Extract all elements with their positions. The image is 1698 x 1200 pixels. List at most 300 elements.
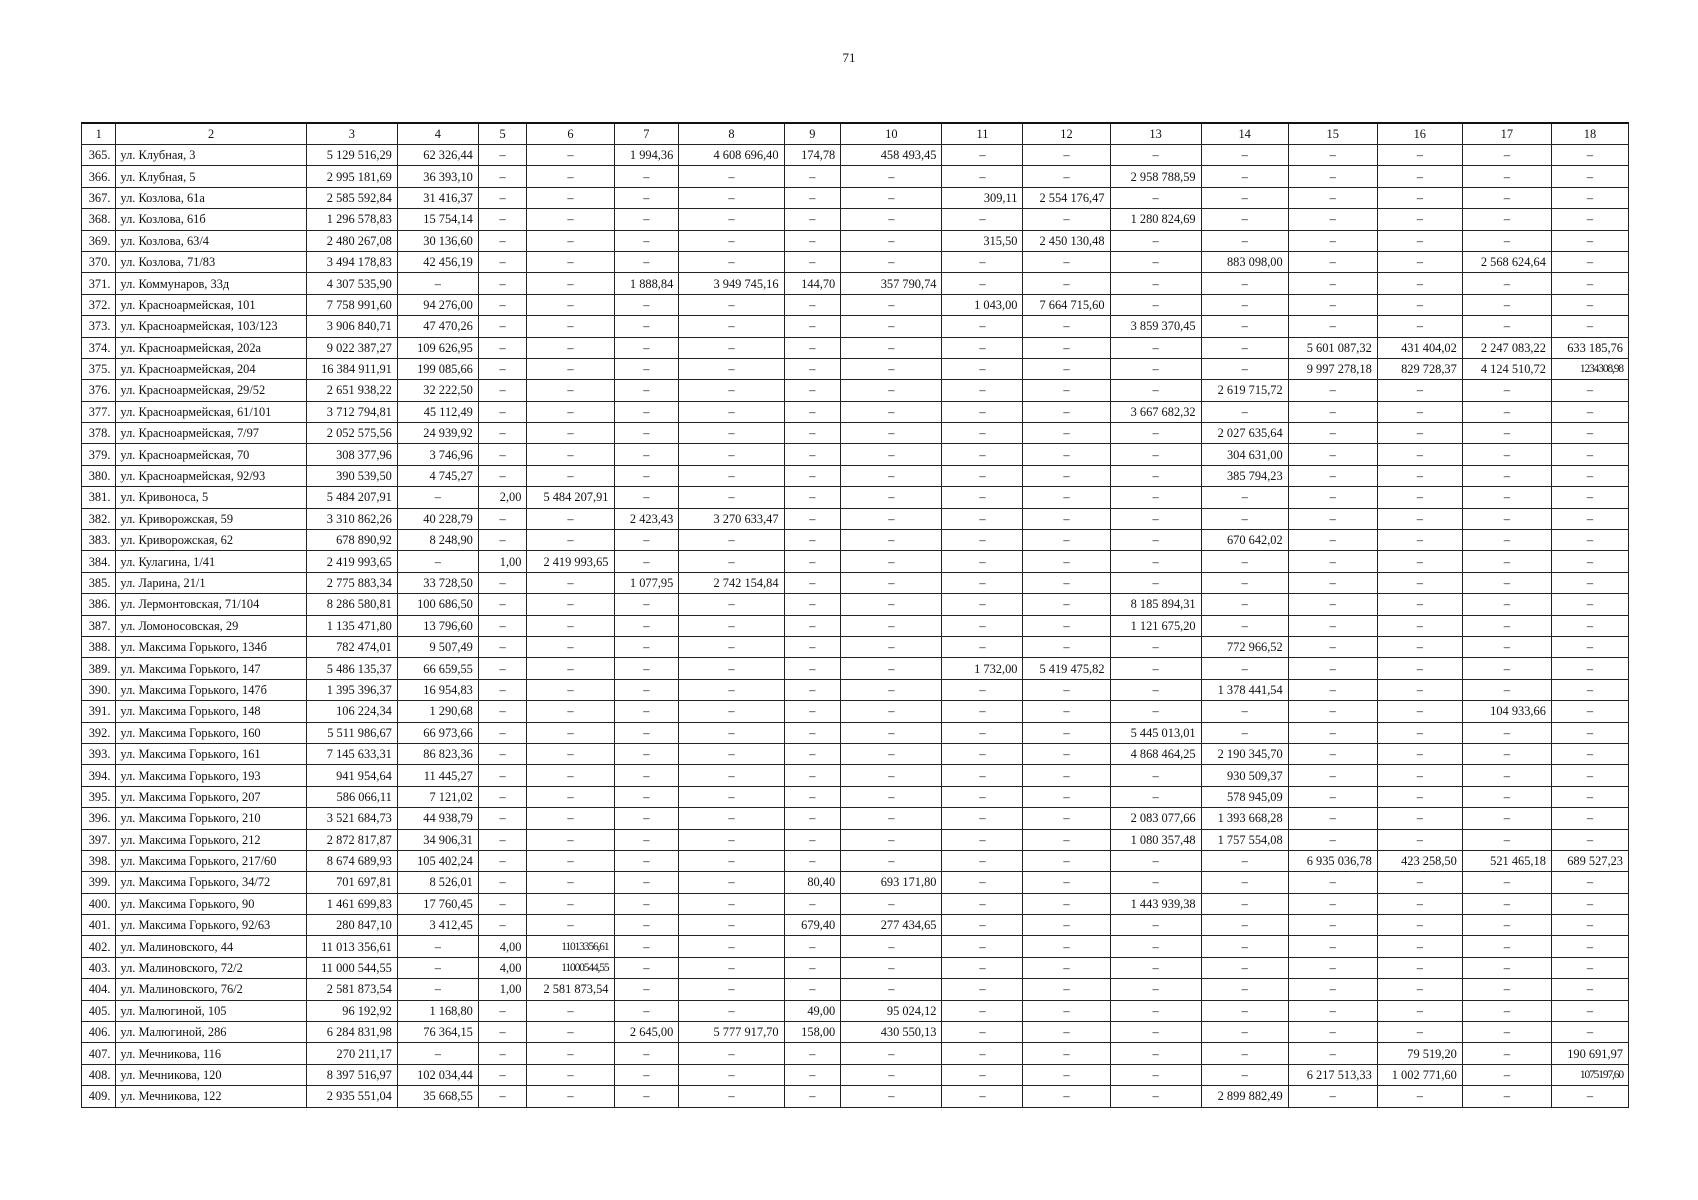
value-cell: – bbox=[614, 423, 679, 444]
value-cell: 1,00 bbox=[478, 979, 527, 1000]
value-cell: – bbox=[1288, 209, 1377, 230]
value-cell: 2 651 938,22 bbox=[306, 380, 397, 401]
value-cell: – bbox=[1377, 743, 1462, 764]
value-cell: – bbox=[478, 145, 527, 166]
value-cell: – bbox=[1377, 615, 1462, 636]
value-cell: – bbox=[1201, 936, 1288, 957]
value-cell: – bbox=[614, 893, 679, 914]
value-cell: – bbox=[527, 380, 614, 401]
table-row bbox=[82, 808, 1629, 829]
value-cell: – bbox=[1110, 1043, 1201, 1064]
value-cell: 941 954,64 bbox=[306, 765, 397, 786]
value-cell: – bbox=[478, 423, 527, 444]
value-cell: 95 024,12 bbox=[841, 1000, 942, 1021]
value-cell: – bbox=[478, 294, 527, 315]
value-cell: – bbox=[478, 872, 527, 893]
value-cell: – bbox=[1288, 273, 1377, 294]
value-cell: 36 393,10 bbox=[397, 166, 478, 187]
value-cell: – bbox=[942, 401, 1023, 422]
value-cell: – bbox=[1023, 423, 1110, 444]
value-cell: – bbox=[614, 1086, 679, 1107]
value-cell: – bbox=[1462, 915, 1551, 936]
value-cell: – bbox=[942, 508, 1023, 529]
value-cell: – bbox=[614, 658, 679, 679]
value-cell: – bbox=[1551, 230, 1628, 251]
value-cell: – bbox=[1110, 380, 1201, 401]
value-cell: – bbox=[1110, 1000, 1201, 1021]
value-cell: 521 465,18 bbox=[1462, 850, 1551, 871]
value-cell: – bbox=[942, 594, 1023, 615]
value-cell: 32 222,50 bbox=[397, 380, 478, 401]
value-cell: – bbox=[1023, 572, 1110, 593]
value-cell: 79 519,20 bbox=[1377, 1043, 1462, 1064]
value-cell: – bbox=[614, 850, 679, 871]
value-cell: – bbox=[1377, 316, 1462, 337]
value-cell: – bbox=[614, 829, 679, 850]
table-row bbox=[82, 465, 1629, 486]
row-number: 389. bbox=[82, 658, 116, 679]
value-cell: – bbox=[614, 444, 679, 465]
value-cell: 3 270 633,47 bbox=[679, 508, 784, 529]
value-cell: – bbox=[1377, 551, 1462, 572]
value-cell: – bbox=[1288, 1022, 1377, 1043]
row-number: 366. bbox=[82, 166, 116, 187]
value-cell: – bbox=[1462, 786, 1551, 807]
value-cell: – bbox=[527, 786, 614, 807]
value-cell: – bbox=[1288, 872, 1377, 893]
value-cell: – bbox=[1288, 572, 1377, 593]
value-cell: – bbox=[1551, 316, 1628, 337]
value-cell: – bbox=[841, 423, 942, 444]
table-row bbox=[82, 850, 1629, 871]
value-cell: – bbox=[784, 636, 841, 657]
value-cell: 5 445 013,01 bbox=[1110, 722, 1201, 743]
value-cell: – bbox=[784, 701, 841, 722]
value-cell: – bbox=[1288, 636, 1377, 657]
value-cell: 1 888,84 bbox=[614, 273, 679, 294]
value-cell: – bbox=[1377, 487, 1462, 508]
value-cell: – bbox=[784, 294, 841, 315]
value-cell: 2 423,43 bbox=[614, 508, 679, 529]
column-header-14: 14 bbox=[1201, 123, 1288, 145]
row-number: 385. bbox=[82, 572, 116, 593]
value-cell: – bbox=[1023, 1000, 1110, 1021]
value-cell: – bbox=[527, 187, 614, 208]
value-cell: – bbox=[614, 1000, 679, 1021]
value-cell: – bbox=[841, 508, 942, 529]
value-cell: – bbox=[1201, 230, 1288, 251]
value-cell: – bbox=[1551, 508, 1628, 529]
value-cell: 1 043,00 bbox=[942, 294, 1023, 315]
value-cell: – bbox=[614, 209, 679, 230]
value-cell: – bbox=[1551, 829, 1628, 850]
value-cell: – bbox=[1288, 508, 1377, 529]
value-cell: – bbox=[614, 316, 679, 337]
value-cell: – bbox=[1551, 273, 1628, 294]
value-cell: 5 777 917,70 bbox=[679, 1022, 784, 1043]
value-cell: – bbox=[1023, 273, 1110, 294]
value-cell: – bbox=[841, 658, 942, 679]
value-cell: 357 790,74 bbox=[841, 273, 942, 294]
value-cell: – bbox=[527, 294, 614, 315]
value-cell: – bbox=[1288, 444, 1377, 465]
address-cell: ул. Криворожская, 62 bbox=[116, 530, 306, 551]
value-cell: – bbox=[942, 316, 1023, 337]
value-cell: – bbox=[614, 337, 679, 358]
value-cell: 3 859 370,45 bbox=[1110, 316, 1201, 337]
value-cell: – bbox=[614, 808, 679, 829]
column-header-10: 10 bbox=[841, 123, 942, 145]
row-number: 394. bbox=[82, 765, 116, 786]
value-cell: – bbox=[478, 209, 527, 230]
row-number: 372. bbox=[82, 294, 116, 315]
value-cell: – bbox=[1288, 1043, 1377, 1064]
value-cell: 3 906 840,71 bbox=[306, 316, 397, 337]
value-cell: 16 384 911,91 bbox=[306, 358, 397, 379]
value-cell: – bbox=[614, 465, 679, 486]
address-cell: ул. Мечникова, 122 bbox=[116, 1086, 306, 1107]
value-cell: – bbox=[1023, 829, 1110, 850]
value-cell: – bbox=[1023, 145, 1110, 166]
value-cell: – bbox=[942, 979, 1023, 1000]
address-cell: ул. Малиновского, 44 bbox=[116, 936, 306, 957]
value-cell: – bbox=[527, 423, 614, 444]
value-cell: – bbox=[1462, 273, 1551, 294]
value-cell: – bbox=[1462, 594, 1551, 615]
value-cell: 1 732,00 bbox=[942, 658, 1023, 679]
value-cell: – bbox=[1288, 658, 1377, 679]
value-cell: – bbox=[1201, 209, 1288, 230]
value-cell: – bbox=[1551, 936, 1628, 957]
value-cell: 1 395 396,37 bbox=[306, 679, 397, 700]
address-cell: ул. Лермонтовская, 71/104 bbox=[116, 594, 306, 615]
value-cell: – bbox=[784, 615, 841, 636]
value-cell: 1 461 699,83 bbox=[306, 893, 397, 914]
value-cell: 11 013 356,61 bbox=[306, 936, 397, 957]
value-cell: – bbox=[679, 1043, 784, 1064]
value-cell: 3 521 684,73 bbox=[306, 808, 397, 829]
value-cell: – bbox=[1551, 808, 1628, 829]
value-cell: – bbox=[1201, 1043, 1288, 1064]
value-cell: – bbox=[1462, 444, 1551, 465]
value-cell: 6 284 831,98 bbox=[306, 1022, 397, 1043]
value-cell: – bbox=[784, 465, 841, 486]
value-cell: 1 290,68 bbox=[397, 701, 478, 722]
value-cell: 679,40 bbox=[784, 915, 841, 936]
value-cell: – bbox=[1288, 679, 1377, 700]
table-row bbox=[82, 701, 1629, 722]
value-cell: – bbox=[614, 701, 679, 722]
value-cell: – bbox=[1377, 423, 1462, 444]
value-cell: – bbox=[478, 337, 527, 358]
value-cell: 280 847,10 bbox=[306, 915, 397, 936]
value-cell: 5 601 087,32 bbox=[1288, 337, 1377, 358]
table-row bbox=[82, 423, 1629, 444]
value-cell: – bbox=[1023, 722, 1110, 743]
value-cell: – bbox=[614, 936, 679, 957]
value-cell: – bbox=[527, 850, 614, 871]
value-cell: – bbox=[1201, 615, 1288, 636]
value-cell: – bbox=[478, 166, 527, 187]
value-cell: – bbox=[527, 636, 614, 657]
value-cell: – bbox=[1201, 572, 1288, 593]
value-cell: 3 310 862,26 bbox=[306, 508, 397, 529]
address-cell: ул. Красноармейская, 29/52 bbox=[116, 380, 306, 401]
value-cell: – bbox=[1110, 786, 1201, 807]
value-cell: – bbox=[1377, 594, 1462, 615]
value-cell: – bbox=[1023, 337, 1110, 358]
value-cell: 66 659,55 bbox=[397, 658, 478, 679]
value-cell: – bbox=[1551, 380, 1628, 401]
value-cell: – bbox=[942, 808, 1023, 829]
value-cell: 11013356,61 bbox=[527, 936, 614, 957]
value-cell: – bbox=[397, 957, 478, 978]
value-cell: – bbox=[1023, 530, 1110, 551]
value-cell: – bbox=[841, 743, 942, 764]
value-cell: 11 445,27 bbox=[397, 765, 478, 786]
address-cell: ул. Максима Горького, 161 bbox=[116, 743, 306, 764]
value-cell: – bbox=[614, 872, 679, 893]
address-cell: ул. Красноармейская, 7/97 bbox=[116, 423, 306, 444]
value-cell: – bbox=[527, 872, 614, 893]
value-cell: – bbox=[679, 786, 784, 807]
value-cell: 2 645,00 bbox=[614, 1022, 679, 1043]
table-row bbox=[82, 636, 1629, 657]
address-cell: ул. Максима Горького, 210 bbox=[116, 808, 306, 829]
address-cell: ул. Максима Горького, 160 bbox=[116, 722, 306, 743]
value-cell: – bbox=[614, 251, 679, 272]
value-cell: – bbox=[1377, 915, 1462, 936]
value-cell: 670 642,02 bbox=[1201, 530, 1288, 551]
row-number: 406. bbox=[82, 1022, 116, 1043]
value-cell: – bbox=[784, 487, 841, 508]
table-row bbox=[82, 551, 1629, 572]
value-cell: 30 136,60 bbox=[397, 230, 478, 251]
value-cell: – bbox=[1110, 508, 1201, 529]
value-cell: 2,00 bbox=[478, 487, 527, 508]
value-cell: 2 742 154,84 bbox=[679, 572, 784, 593]
row-number: 404. bbox=[82, 979, 116, 1000]
row-number: 381. bbox=[82, 487, 116, 508]
row-number: 370. bbox=[82, 251, 116, 272]
value-cell: – bbox=[784, 893, 841, 914]
value-cell: – bbox=[614, 786, 679, 807]
row-number: 400. bbox=[82, 893, 116, 914]
value-cell: – bbox=[1201, 166, 1288, 187]
value-cell: – bbox=[1551, 679, 1628, 700]
value-cell: 1 757 554,08 bbox=[1201, 829, 1288, 850]
value-cell: 7 145 633,31 bbox=[306, 743, 397, 764]
value-cell: – bbox=[478, 508, 527, 529]
value-cell: 2 419 993,65 bbox=[527, 551, 614, 572]
value-cell: – bbox=[1377, 1022, 1462, 1043]
value-cell: – bbox=[614, 294, 679, 315]
value-cell: – bbox=[841, 487, 942, 508]
value-cell: – bbox=[1023, 615, 1110, 636]
value-cell: – bbox=[679, 615, 784, 636]
value-cell: – bbox=[679, 294, 784, 315]
value-cell: 174,78 bbox=[784, 145, 841, 166]
value-cell: 1 002 771,60 bbox=[1377, 1064, 1462, 1085]
value-cell: – bbox=[942, 380, 1023, 401]
value-cell: – bbox=[1288, 551, 1377, 572]
value-cell: 2 775 883,34 bbox=[306, 572, 397, 593]
value-cell: – bbox=[942, 615, 1023, 636]
value-cell: 2 419 993,65 bbox=[306, 551, 397, 572]
value-cell: – bbox=[679, 401, 784, 422]
value-cell: – bbox=[478, 615, 527, 636]
header-row bbox=[82, 123, 1629, 145]
table-row bbox=[82, 936, 1629, 957]
value-cell: – bbox=[1462, 658, 1551, 679]
value-cell: – bbox=[1201, 551, 1288, 572]
value-cell: – bbox=[1551, 423, 1628, 444]
value-cell: – bbox=[1462, 508, 1551, 529]
value-cell: – bbox=[1551, 957, 1628, 978]
value-cell: – bbox=[527, 358, 614, 379]
value-cell: – bbox=[1551, 722, 1628, 743]
value-cell: 7 121,02 bbox=[397, 786, 478, 807]
value-cell: – bbox=[1462, 829, 1551, 850]
value-cell: – bbox=[478, 380, 527, 401]
value-cell: – bbox=[614, 1064, 679, 1085]
value-cell: – bbox=[679, 979, 784, 1000]
row-number: 395. bbox=[82, 786, 116, 807]
value-cell: 49,00 bbox=[784, 1000, 841, 1021]
row-number: 378. bbox=[82, 423, 116, 444]
value-cell: – bbox=[527, 1043, 614, 1064]
value-cell: – bbox=[1201, 658, 1288, 679]
value-cell: – bbox=[1551, 743, 1628, 764]
value-cell: – bbox=[1201, 915, 1288, 936]
row-number: 405. bbox=[82, 1000, 116, 1021]
value-cell: – bbox=[1201, 1000, 1288, 1021]
value-cell: – bbox=[679, 209, 784, 230]
value-cell: – bbox=[1462, 765, 1551, 786]
value-cell: – bbox=[1462, 487, 1551, 508]
value-cell: – bbox=[1288, 230, 1377, 251]
value-cell: – bbox=[1201, 594, 1288, 615]
value-cell: 94 276,00 bbox=[397, 294, 478, 315]
value-cell: – bbox=[1462, 979, 1551, 1000]
value-cell: – bbox=[1551, 786, 1628, 807]
table-row bbox=[82, 337, 1629, 358]
value-cell: – bbox=[679, 850, 784, 871]
value-cell: 7 664 715,60 bbox=[1023, 294, 1110, 315]
value-cell: 309,11 bbox=[942, 187, 1023, 208]
address-cell: ул. Клубная, 5 bbox=[116, 166, 306, 187]
value-cell: 8 526,01 bbox=[397, 872, 478, 893]
value-cell: – bbox=[397, 1043, 478, 1064]
table-row bbox=[82, 401, 1629, 422]
value-cell: 2 083 077,66 bbox=[1110, 808, 1201, 829]
value-cell: – bbox=[679, 1000, 784, 1021]
value-cell: – bbox=[942, 1064, 1023, 1085]
table-row bbox=[82, 1022, 1629, 1043]
table-row bbox=[82, 273, 1629, 294]
value-cell: – bbox=[614, 487, 679, 508]
value-cell: – bbox=[784, 401, 841, 422]
value-cell: – bbox=[1201, 358, 1288, 379]
value-cell: – bbox=[1288, 786, 1377, 807]
value-cell: 47 470,26 bbox=[397, 316, 478, 337]
value-cell: – bbox=[841, 380, 942, 401]
value-cell: – bbox=[478, 679, 527, 700]
value-cell: – bbox=[1551, 872, 1628, 893]
value-cell: – bbox=[942, 786, 1023, 807]
value-cell: – bbox=[614, 765, 679, 786]
value-cell: – bbox=[1023, 209, 1110, 230]
value-cell: – bbox=[527, 1064, 614, 1085]
value-cell: – bbox=[397, 551, 478, 572]
value-cell: – bbox=[942, 1000, 1023, 1021]
value-cell: – bbox=[478, 251, 527, 272]
value-cell: – bbox=[1110, 294, 1201, 315]
value-cell: – bbox=[1023, 936, 1110, 957]
value-cell: – bbox=[527, 765, 614, 786]
address-cell: ул. Ларина, 21/1 bbox=[116, 572, 306, 593]
table-row bbox=[82, 594, 1629, 615]
row-number: 397. bbox=[82, 829, 116, 850]
value-cell: – bbox=[679, 936, 784, 957]
row-number: 375. bbox=[82, 358, 116, 379]
value-cell: – bbox=[679, 808, 784, 829]
value-cell: – bbox=[679, 829, 784, 850]
value-cell: – bbox=[1551, 487, 1628, 508]
address-cell: ул. Максима Горького, 217/60 bbox=[116, 850, 306, 871]
column-header-13: 13 bbox=[1110, 123, 1201, 145]
table-row bbox=[82, 658, 1629, 679]
address-cell: ул. Максима Горького, 207 bbox=[116, 786, 306, 807]
value-cell: – bbox=[679, 187, 784, 208]
value-cell: – bbox=[478, 893, 527, 914]
value-cell: – bbox=[784, 829, 841, 850]
value-cell: – bbox=[1110, 765, 1201, 786]
row-number: 388. bbox=[82, 636, 116, 657]
value-cell: 1 393 668,28 bbox=[1201, 808, 1288, 829]
value-cell: – bbox=[1288, 915, 1377, 936]
value-cell: 3 746,96 bbox=[397, 444, 478, 465]
value-cell: – bbox=[1462, 145, 1551, 166]
value-cell: – bbox=[1110, 1064, 1201, 1085]
value-cell: – bbox=[1551, 658, 1628, 679]
value-cell: 385 794,23 bbox=[1201, 465, 1288, 486]
value-cell: 1234308,98 bbox=[1551, 358, 1628, 379]
value-cell: – bbox=[614, 722, 679, 743]
value-cell: 144,70 bbox=[784, 273, 841, 294]
value-cell: – bbox=[679, 765, 784, 786]
value-cell: – bbox=[1462, 1064, 1551, 1085]
value-cell: – bbox=[1377, 380, 1462, 401]
value-cell: – bbox=[784, 1064, 841, 1085]
address-cell: ул. Козлова, 61а bbox=[116, 187, 306, 208]
value-cell: – bbox=[397, 273, 478, 294]
value-cell: – bbox=[679, 337, 784, 358]
value-cell: – bbox=[1110, 1086, 1201, 1107]
value-cell: 1 121 675,20 bbox=[1110, 615, 1201, 636]
value-cell: – bbox=[1462, 872, 1551, 893]
value-cell: – bbox=[784, 166, 841, 187]
column-header-6: 6 bbox=[527, 123, 614, 145]
value-cell: – bbox=[942, 1043, 1023, 1064]
value-cell: – bbox=[1551, 187, 1628, 208]
value-cell: – bbox=[841, 594, 942, 615]
value-cell: – bbox=[478, 187, 527, 208]
value-cell: – bbox=[1023, 401, 1110, 422]
value-cell: – bbox=[1288, 743, 1377, 764]
value-cell: – bbox=[1110, 465, 1201, 486]
value-cell: – bbox=[942, 915, 1023, 936]
